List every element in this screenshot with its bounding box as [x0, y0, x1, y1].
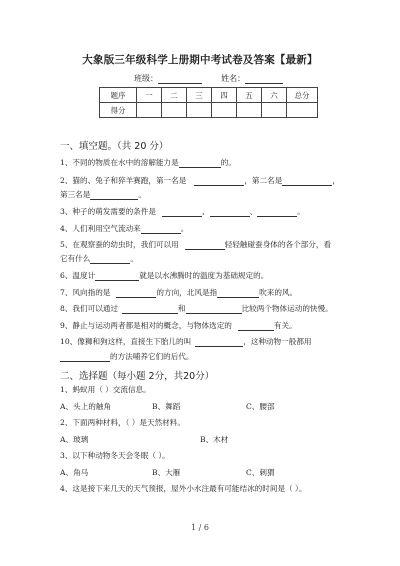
question-fill-4: 4、人们利用空气流动来 。	[60, 224, 189, 233]
page-number: 1 / 6	[191, 523, 209, 532]
score-table-header	[100, 88, 318, 103]
table-cell	[237, 103, 262, 118]
question-fill-6: 6、温度计 就是以水沸腾时的温度为基础规定的。	[60, 271, 269, 280]
table-cell	[262, 103, 287, 118]
question-fill-9: 9、静止与运动两者都是相对的概念，与物体选定的 有关。	[60, 321, 297, 330]
question-fill-8: 8、我们可以通过 和 比较两个物体运动的快慢。	[60, 304, 333, 313]
score-table	[99, 87, 318, 118]
table-cell: 四	[212, 88, 237, 103]
question-fill-5: 5、在观察蚕的幼虫时，我们可以用 轻轻触碰蚕身体的各个部分，看	[60, 240, 332, 249]
class-field	[158, 74, 202, 84]
table-cell: 三	[187, 88, 212, 103]
question-fill-1: 1、不同的物质在水中的溶解能力是 的。	[60, 158, 236, 167]
class-label: 班级：	[134, 74, 158, 83]
question-choice-2: 2、下面两种材料，（ ）是天然材料。	[60, 418, 185, 427]
score-table-row	[100, 103, 318, 118]
table-cell	[137, 103, 162, 118]
table-cell: 题序	[100, 88, 137, 103]
question-fill-5-cont: 它有什么 。	[60, 254, 138, 263]
table-cell: 五	[237, 88, 262, 103]
question-fill-2-cont: 第三名是 。	[60, 190, 146, 199]
option-c: C、刺猬	[246, 468, 275, 477]
option-a: A、角马	[60, 468, 89, 477]
question-fill-10-cont: 的方法哺养它们的后代。	[60, 352, 194, 362]
question-choice-4: 4、这是接下来几天的天气预报，屋外小水注最有可能结冰的时间是（ ）。	[60, 484, 307, 493]
question-choice-1: 1、蚂蚁用（ ）交流信息。	[60, 385, 151, 394]
table-cell	[212, 103, 237, 118]
option-b: B、大雁	[152, 468, 181, 477]
question-fill-10: 10、像狮和狗这样，直接生下胎儿的叫 ，这种动物一般都用	[60, 337, 312, 346]
table-cell	[287, 103, 318, 118]
name-label: 姓名：	[221, 74, 246, 83]
table-cell	[187, 103, 212, 118]
name-field	[245, 74, 283, 84]
table-cell: 总分	[287, 88, 318, 103]
option-c: C、腰部	[246, 402, 275, 411]
page-title: 大象版三年级科学上册期中考试卷及答案【最新】	[82, 54, 318, 66]
table-cell: 六	[262, 88, 287, 103]
question-choice-3: 3、以下种动物冬天会冬眠（ ）。	[60, 451, 170, 460]
table-cell: 二	[162, 88, 187, 103]
table-cell: 一	[137, 88, 162, 103]
option-a: A、头上的触角	[60, 402, 112, 411]
question-fill-3: 3、种子的萌发需要的条件是 、 、 。	[60, 207, 305, 216]
table-cell	[162, 103, 187, 118]
option-a: A、玻璃	[60, 435, 89, 444]
student-info	[134, 73, 283, 84]
section-heading-2: 二、选择题（每小题 2分，共20分）	[60, 371, 215, 382]
option-b: B、木材	[200, 435, 229, 444]
question-fill-7: 7、风向指的是 的方向，北风是指 吹来的风。	[60, 288, 298, 297]
section-heading-1: 一、填空题。（共 20 分）	[60, 141, 169, 152]
table-cell: 得分	[100, 103, 137, 118]
question-fill-2: 2、猫的、兔子和猝羊赛跑，第一名是 ，第二名是 ，	[60, 176, 340, 185]
option-b: B、舞蹈	[152, 402, 181, 411]
